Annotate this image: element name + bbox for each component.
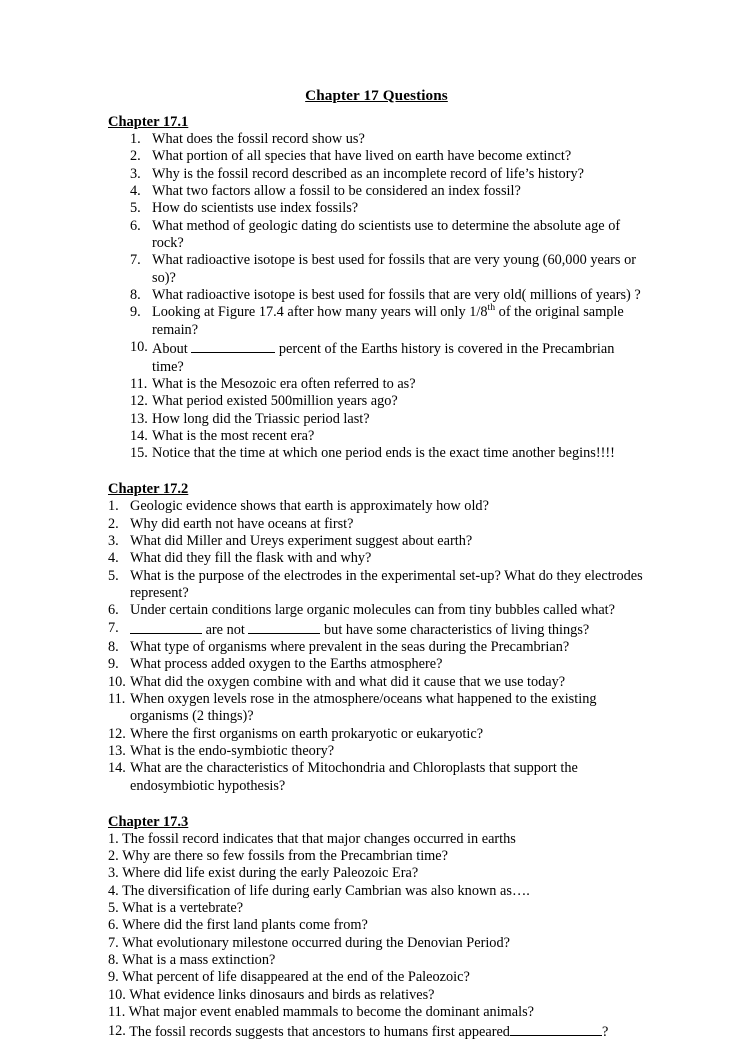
question-text: What is the Mesozoic era often referred to as?	[152, 375, 416, 392]
question-number: 7.	[108, 934, 119, 951]
question-text: Under certain conditions large organic molecules can from tiny bubbles called what?	[130, 602, 616, 619]
question-number: 7.	[108, 619, 119, 636]
question-number: 2.	[108, 848, 119, 864]
question-number: 4.	[108, 882, 119, 899]
question-text: What type of organisms where prevalent in the seas during the Precambrian?	[130, 639, 570, 656]
question-item	[108, 726, 645, 743]
question-text: What portion of all species that have lived on earth have become extinct?	[152, 148, 572, 165]
question-item	[108, 339, 645, 376]
question-number: 15.	[130, 445, 148, 462]
question-text: Why are there so few fossils from the Precambrian time?	[122, 848, 448, 864]
question-text: What two factors allow a fossil to be considered an index fossil?	[152, 183, 521, 200]
question-item	[108, 760, 645, 795]
question-text: Notice that the time at which one period ends is the exact time another begins!!!!	[152, 445, 615, 462]
question-number: 1.	[130, 131, 141, 147]
question-item	[108, 428, 645, 445]
question-text: What evidence links dinosaurs and birds as relatives?	[129, 986, 435, 1003]
question-item	[108, 498, 645, 515]
question-item	[108, 218, 645, 253]
question-number: 7.	[130, 252, 141, 269]
question-item	[108, 183, 645, 200]
question-item	[108, 883, 645, 900]
fill-in-blank	[191, 339, 275, 353]
question-number: 11.	[108, 1004, 126, 1021]
question-text: How do scientists use index fossils?	[152, 200, 359, 217]
question-text: What method of geologic dating do scientists use to determine the absolute age of rock?	[152, 217, 621, 252]
question-item	[108, 620, 645, 639]
question-item	[108, 166, 645, 183]
question-item	[108, 952, 645, 969]
question-list	[108, 131, 645, 463]
question-text: What period existed 500million years ago?	[152, 393, 398, 410]
question-text: What radioactive isotope is best used for fossils that are very old( millions of years) ?	[152, 287, 641, 304]
section	[108, 480, 645, 795]
question-item	[108, 935, 645, 952]
question-item	[108, 252, 645, 287]
question-item	[108, 376, 645, 393]
question-item	[108, 656, 645, 673]
question-text: What is the most recent era?	[152, 427, 315, 444]
question-number: 5.	[108, 567, 119, 584]
section-heading-text: Chapter 17.3	[108, 813, 189, 830]
section	[108, 113, 645, 463]
question-text: Why is the fossil record described as an incomplete record of life’s history?	[152, 165, 584, 182]
question-item	[108, 639, 645, 656]
question-number: 13.	[130, 410, 148, 427]
question-number: 6.	[108, 917, 119, 934]
question-item	[108, 393, 645, 410]
question-item	[108, 1021, 645, 1040]
question-number: 2.	[130, 148, 141, 165]
question-text: What is a mass extinction?	[122, 952, 276, 969]
question-item	[108, 445, 645, 462]
question-number: 9.	[108, 656, 119, 673]
question-text: Where the first organisms on earth prokaryotic or eukaryotic?	[130, 725, 484, 742]
question-item	[108, 969, 645, 986]
question-text: The fossil record indicates that that major changes occurred in earths	[122, 830, 516, 847]
section-spacer	[108, 463, 645, 481]
question-number: 9.	[130, 304, 141, 321]
question-list	[108, 831, 645, 1041]
question-text: What is the purpose of the electrodes in the experimental set-up? What do they electrodes represent?	[130, 567, 643, 601]
question-number: 4.	[108, 550, 119, 567]
question-number: 3.	[130, 165, 141, 182]
question-text: What is the endo-symbiotic theory?	[130, 743, 335, 760]
question-number: 11.	[108, 691, 126, 708]
section-heading	[108, 480, 645, 498]
question-text: What did they fill the flask with and why?	[130, 550, 372, 567]
question-text: Where did the first land plants come from?	[122, 917, 368, 934]
question-number: 1.	[108, 830, 119, 847]
question-item	[108, 148, 645, 165]
question-text: What percent of life disappeared at the end of the Paleozoic?	[122, 969, 470, 986]
question-number: 3.	[108, 865, 119, 882]
question-text: What does the fossil record show us?	[152, 131, 365, 147]
question-text: are not but have some characteristics of living things?	[130, 620, 645, 639]
question-number: 10.	[130, 339, 148, 356]
section-heading-text: Chapter 17.2	[108, 481, 189, 498]
question-item	[108, 131, 645, 148]
question-item	[108, 516, 645, 533]
sections-container	[108, 113, 645, 1041]
section-spacer	[108, 795, 645, 813]
question-item	[108, 987, 645, 1004]
fill-in-blank	[130, 620, 202, 634]
question-text: What evolutionary milestone occurred during the Denovian Period?	[122, 934, 510, 951]
question-number: 10.	[108, 986, 126, 1003]
question-item	[108, 550, 645, 567]
ordinal-superscript: th	[487, 302, 496, 314]
question-item	[108, 917, 645, 934]
question-item	[108, 900, 645, 917]
question-text: What is a vertebrate?	[122, 900, 244, 917]
question-number: 8.	[130, 287, 141, 304]
question-number: 11.	[130, 375, 148, 392]
question-text: What did Miller and Ureys experiment suggest about earth?	[130, 532, 473, 549]
question-number: 14.	[108, 760, 126, 777]
question-item	[108, 411, 645, 428]
question-number: 5.	[130, 200, 141, 217]
page-title-text: Chapter 17 Questions	[305, 87, 448, 104]
question-text: What did the oxygen combine with and what did it cause that we use today?	[130, 673, 566, 690]
fill-in-blank	[248, 620, 320, 634]
section	[108, 813, 645, 1041]
question-text: The fossil records suggests that ancestors to humans first appeared ?	[129, 1024, 608, 1040]
question-text: What radioactive isotope is best used for fossils that are very young (60,000 years or so)?	[152, 252, 636, 286]
question-number: 6.	[130, 217, 141, 234]
page-title	[108, 86, 645, 105]
question-text: The diversification of life during early Cambrian was also known as….	[122, 882, 530, 899]
question-item	[108, 602, 645, 619]
question-item	[108, 865, 645, 882]
question-item	[108, 200, 645, 217]
question-item	[108, 691, 645, 726]
question-number: 8.	[108, 639, 119, 656]
question-item	[108, 1004, 645, 1021]
question-item	[108, 743, 645, 760]
question-number: 1.	[108, 498, 119, 515]
fill-in-blank	[510, 1021, 602, 1035]
question-number: 5.	[108, 900, 119, 917]
question-number: 13.	[108, 743, 126, 760]
question-text: Geologic evidence shows that earth is approximately how old?	[130, 498, 489, 515]
section-heading	[108, 113, 645, 131]
question-item	[108, 848, 645, 865]
question-item	[108, 831, 645, 848]
question-list	[108, 498, 645, 795]
question-item	[108, 568, 645, 603]
question-item	[108, 304, 645, 339]
question-text: How long did the Triassic period last?	[152, 410, 370, 427]
question-number: 3.	[108, 532, 119, 549]
question-text: Where did life exist during the early Paleozoic Era?	[122, 865, 419, 882]
question-text: Why did earth not have oceans at first?	[130, 515, 354, 532]
section-heading	[108, 813, 645, 831]
question-number: 12.	[108, 725, 126, 742]
question-text: When oxygen levels rose in the atmosphere/oceans what happened to the existing organisms (2 things)?	[130, 691, 597, 725]
question-text: What process added oxygen to the Earths atmosphere?	[130, 656, 443, 673]
question-text: About percent of the Earths history is covered in the Precambrian time?	[152, 339, 645, 376]
question-item	[108, 533, 645, 550]
question-number: 2.	[108, 515, 119, 532]
section-heading-text: Chapter 17.1	[108, 114, 189, 130]
question-number: 10.	[108, 673, 126, 690]
question-number: 4.	[130, 183, 141, 200]
question-item	[108, 287, 645, 304]
question-text: What major event enabled mammals to become the dominant animals?	[128, 1004, 535, 1021]
question-number: 12.	[130, 393, 148, 410]
question-number: 12.	[108, 1023, 126, 1040]
question-item	[108, 674, 645, 691]
question-text: What are the characteristics of Mitochondria and Chloroplasts that support the endosymbiotic hypothesis?	[130, 760, 578, 794]
question-number: 8.	[108, 952, 119, 969]
question-number: 14.	[130, 427, 148, 444]
question-number: 6.	[108, 602, 119, 619]
question-text: Looking at Figure 17.4 after how many years will only 1/8th of the original sample remain?	[152, 302, 624, 338]
question-number: 9.	[108, 969, 119, 986]
